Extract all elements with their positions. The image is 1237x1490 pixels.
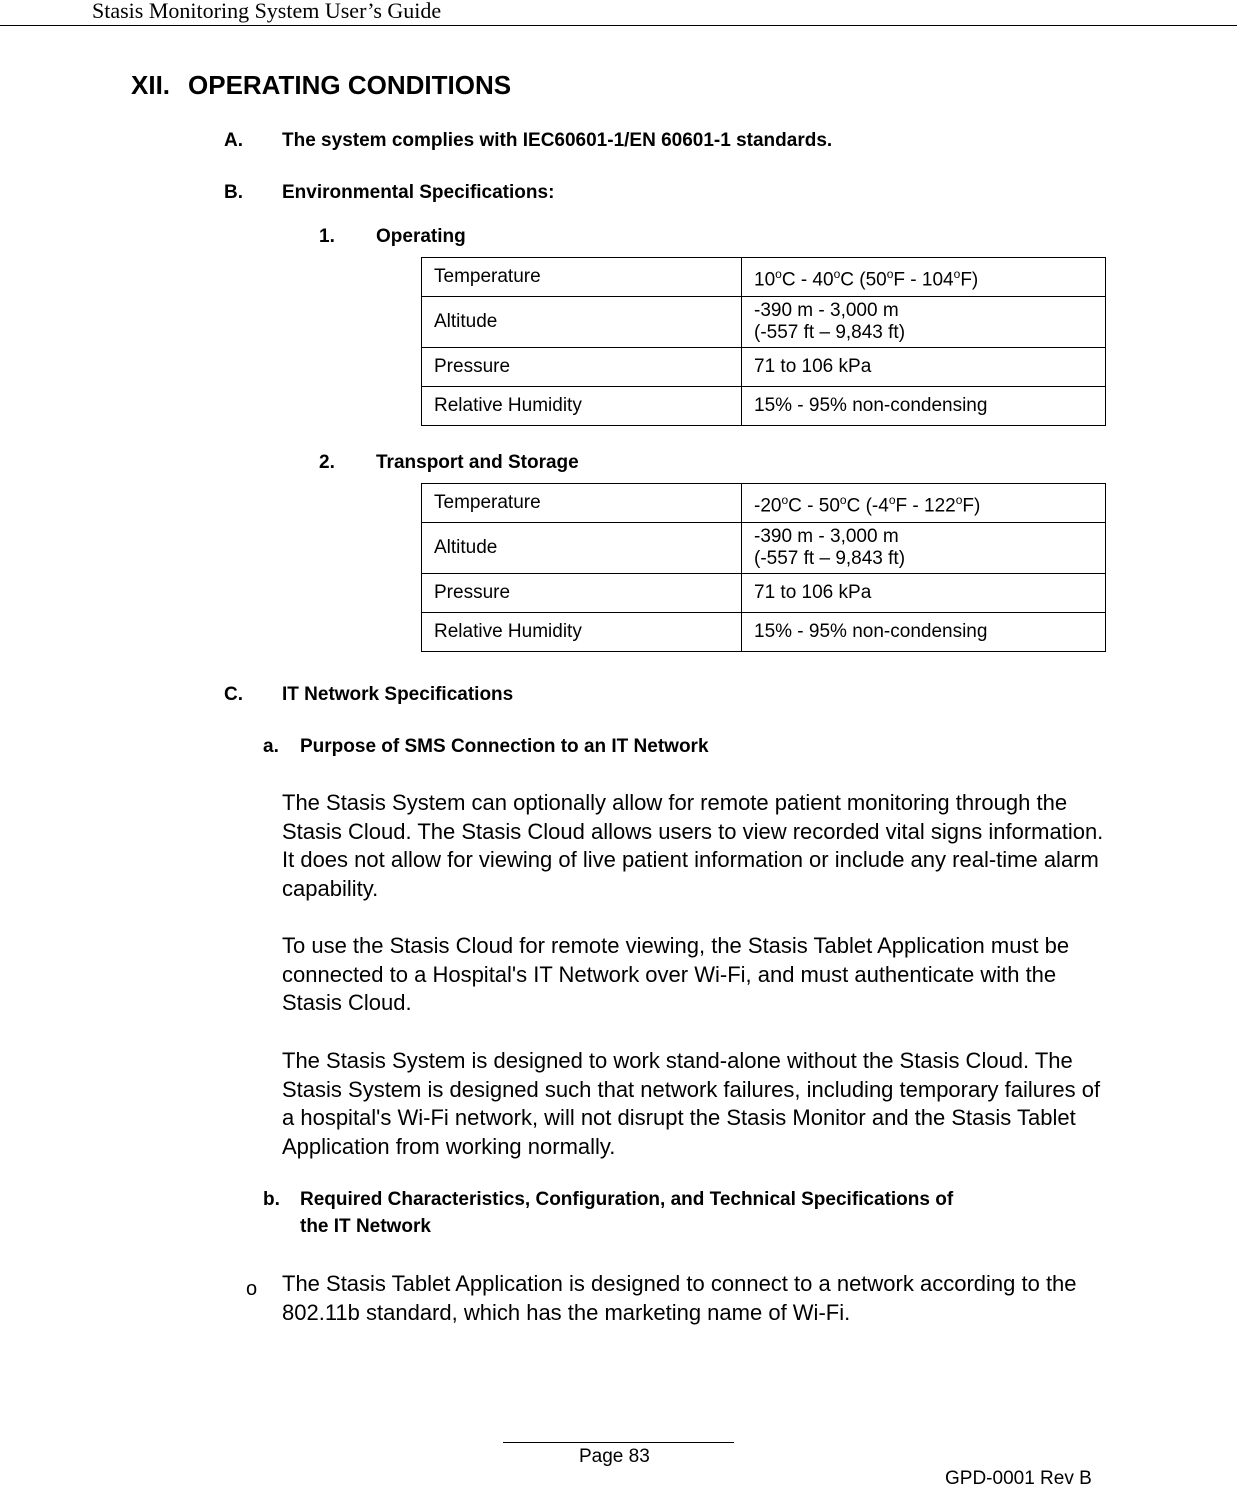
spec-value: 15% - 95% non-condensing [742, 613, 1106, 652]
spec-name: Relative Humidity [422, 613, 742, 652]
page-number: Page 83 [579, 1446, 650, 1467]
item-a-label: A. [224, 130, 243, 151]
spec-name: Relative Humidity [422, 387, 742, 426]
spec-value [742, 523, 1106, 574]
footer-rule [503, 1442, 734, 1443]
spec-value: 15% - 95% non-condensing [742, 387, 1106, 426]
spec-value: -20$^o$C - 50$^o$C (-4$^o$F - 122$^o$F) [742, 484, 1106, 523]
table-row [422, 574, 1106, 613]
table-row [422, 348, 1106, 387]
spec-name: Temperature [422, 484, 742, 523]
operating-label: 1. [319, 226, 335, 247]
spec-value [742, 297, 1106, 348]
table-row [422, 484, 1106, 523]
spec-value-line: -390 m - 3,000 m [754, 526, 899, 547]
bullet-circle-icon: o [246, 1278, 258, 1300]
spec-value: 71 to 106 kPa [742, 348, 1106, 387]
subitem-b-title-line2: the IT Network [300, 1216, 431, 1237]
section-number: XII. [131, 70, 171, 100]
spec-name: Pressure [422, 348, 742, 387]
spec-value-line: (-557 ft – 9,843 ft) [754, 322, 906, 343]
table-row [422, 523, 1106, 574]
paragraph: To use the Stasis Cloud for remote viewing, the Stasis Tablet Application must be connected to a Hospital's IT Network over Wi-Fi, and must authenticate with the Stasis Cloud. [282, 933, 1070, 1016]
document-id: GPD-0001 Rev B [945, 1468, 1092, 1489]
operating-title: Operating [376, 226, 466, 247]
section-title: OPERATING CONDITIONS [188, 70, 512, 100]
spec-value-line: (-557 ft – 9,843 ft) [754, 548, 906, 569]
spec-name: Altitude [422, 523, 742, 574]
transport-label: 2. [319, 452, 335, 473]
paragraph: The Stasis System can optionally allow for remote patient monitoring through the Stasis Cloud. The Stasis Cloud allows users to view recorded vital signs information. It does not allow for viewing of live patient information or include any real-time alarm capability. [282, 790, 1104, 902]
item-c-text: IT Network Specifications [282, 684, 514, 705]
spec-value: 10$^o$C - 40$^o$C (50$^o$F - 104$^o$F) [742, 258, 1106, 297]
spec-name: Temperature [422, 258, 742, 297]
table-row [422, 297, 1106, 348]
transport-spec-table [421, 483, 1106, 652]
bullet-text: The Stasis Tablet Application is designed to connect to a network according to the 802.11b standard, which has the marketing name of Wi-Fi. [282, 1271, 1077, 1325]
spec-value: 71 to 106 kPa [742, 574, 1106, 613]
table-row [422, 387, 1106, 426]
transport-title: Transport and Storage [376, 452, 579, 473]
item-b-text: Environmental Specifications: [282, 182, 555, 203]
subitem-b-label: b. [263, 1189, 280, 1210]
spec-name: Altitude [422, 297, 742, 348]
item-a-text: The system complies with IEC60601-1/EN 60601-1 standards. [282, 130, 833, 151]
running-header: Stasis Monitoring System User’s Guide [92, 0, 442, 23]
subitem-a-label: a. [263, 736, 279, 757]
table-row [422, 258, 1106, 297]
spec-value-line: -390 m - 3,000 m [754, 300, 899, 321]
subitem-a-title: Purpose of SMS Connection to an IT Network [300, 736, 709, 757]
table-row [422, 613, 1106, 652]
paragraph: The Stasis System is designed to work stand-alone without the Stasis Cloud. The Stasis System is designed such that network failures, including temporary failures of a hospital's Wi-Fi network, will not disrupt the Stasis Monitor and the Stasis Tablet Application from working normally. [282, 1048, 1101, 1160]
item-b-label: B. [224, 182, 243, 203]
operating-spec-table [421, 257, 1106, 426]
item-c-label: C. [224, 684, 243, 705]
subitem-b-title-line1: Required Characteristics, Configuration, and Technical Specifications of [300, 1189, 954, 1210]
spec-name: Pressure [422, 574, 742, 613]
header-rule [0, 25, 1237, 26]
